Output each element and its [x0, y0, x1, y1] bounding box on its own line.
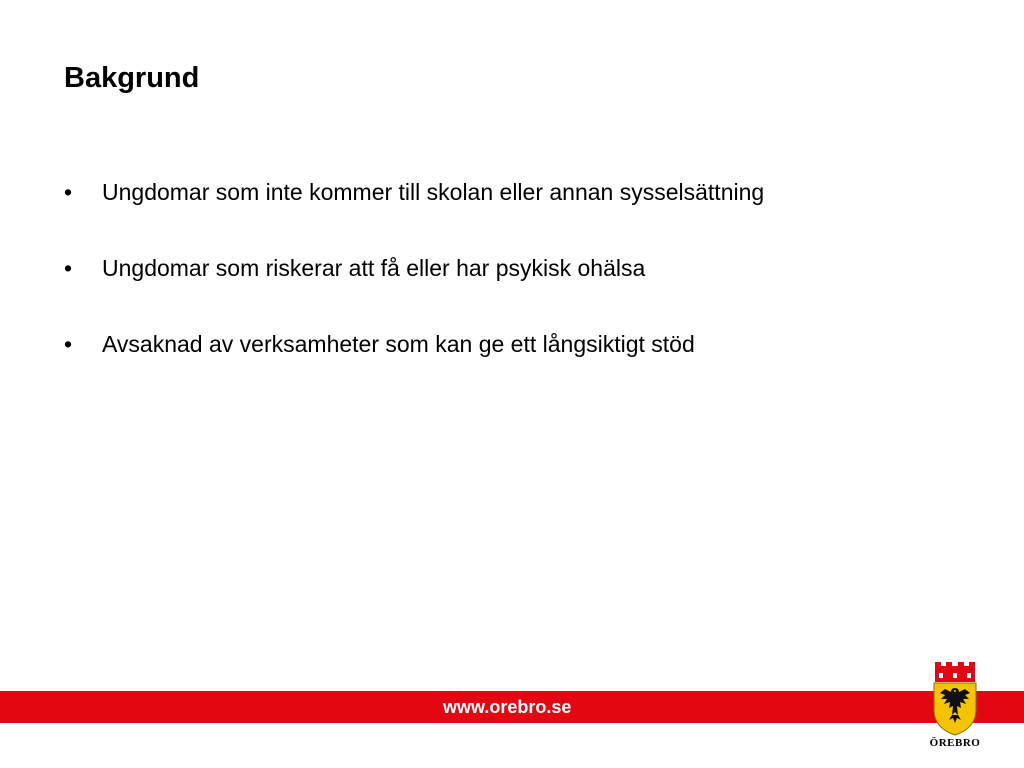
orebro-coat-of-arms-icon — [931, 660, 979, 736]
bullet-item — [64, 328, 864, 361]
orebro-logo — [922, 660, 988, 752]
bullet-dot: • — [64, 255, 73, 281]
bullet-text: Ungdomar som inte kommer till skolan eller annan sysselsättning — [102, 179, 765, 205]
bullet-dot: • — [64, 331, 73, 357]
bullet-text: Avsaknad av verksamheter som kan ge ett långsiktigt stöd — [102, 331, 695, 357]
footer-bar — [0, 691, 1024, 723]
bullet-dot: • — [64, 179, 73, 205]
bullet-list — [64, 176, 864, 361]
bullet-text: Ungdomar som riskerar att få eller har psykisk ohälsa — [102, 255, 646, 281]
bullet-item — [64, 176, 864, 209]
footer-url-link[interactable]: www.orebro.se — [443, 697, 572, 717]
logo-text: ÖREBRO — [929, 737, 981, 749]
slide-title: Bakgrund — [64, 62, 200, 94]
bullet-item — [64, 252, 864, 285]
